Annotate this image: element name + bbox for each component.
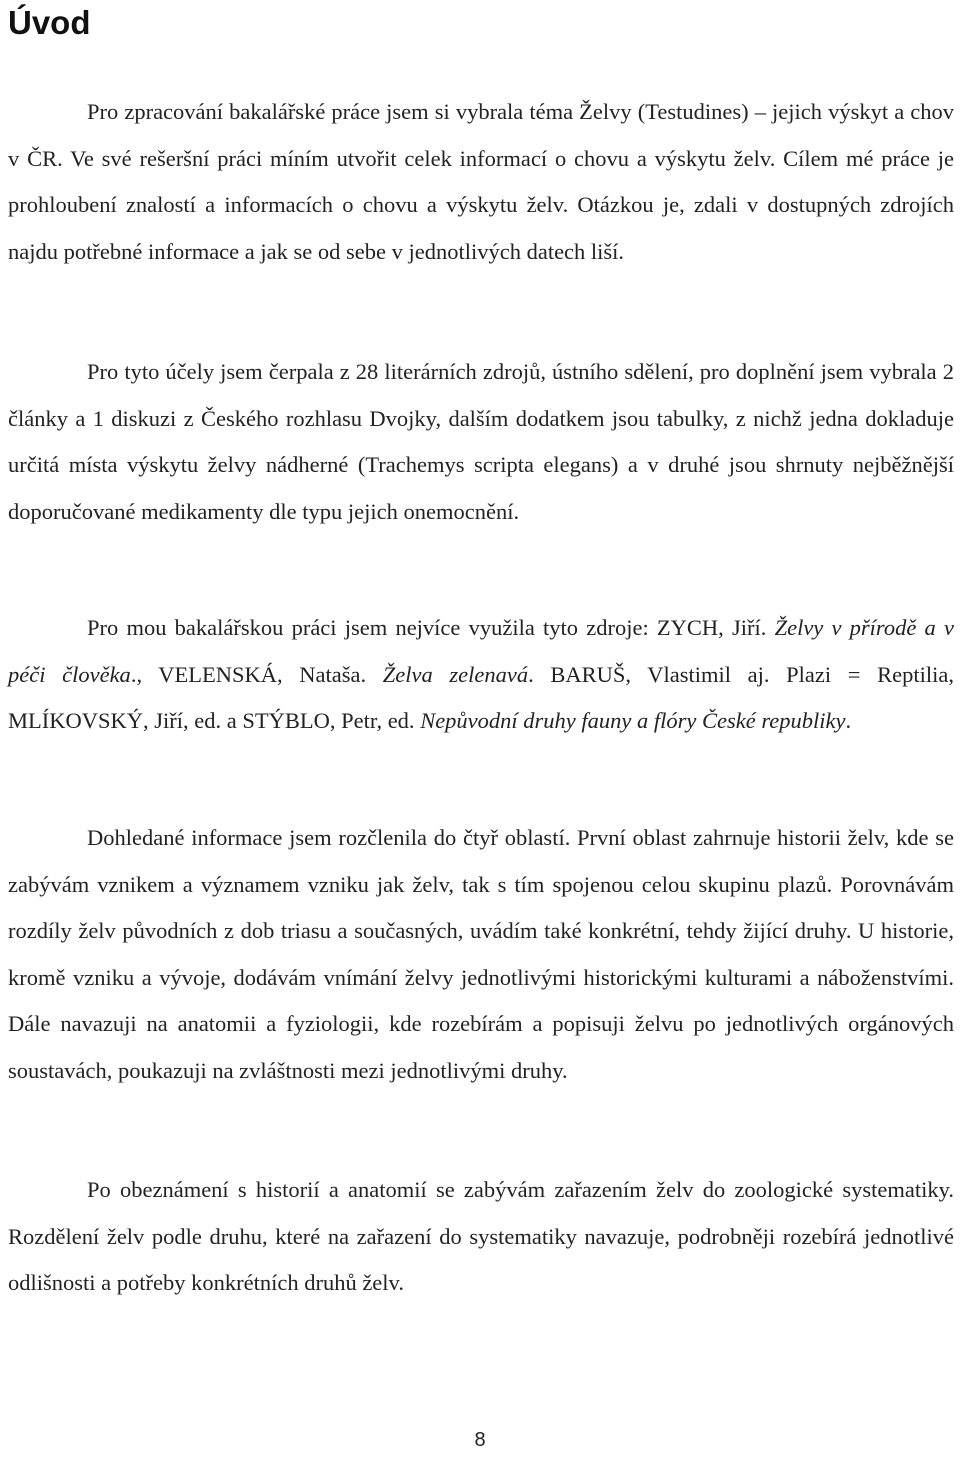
paragraph-systematics <box>8 1167 954 1307</box>
reference-text: . <box>845 708 852 734</box>
paragraph-text: Pro zpracování bakalářské práce jsem si vybrala téma Želvy (Testudines) – jejich výskyt a chov v ČR. Ve své rešeršní práci míním utvořit celek informací o chovu a výskytu želv. Cílem mé práce je prohloubení znalostí a informacích o chovu a výskytu želv. Otázkou je, zdali v dostupných zdrojích najdu potřebné informace a jak se od sebe v jednotlivých datech liší. <box>8 99 954 264</box>
page-title: Úvod <box>8 4 91 41</box>
paragraph-intro <box>8 89 954 275</box>
reference-title: Želva zelenavá <box>382 661 529 687</box>
reference-title: Želvy v přírodě a v péči člověka <box>8 615 954 687</box>
reference-text: Pro mou bakalářskou práci jsem nejvíce využila tyto zdroje: ZYCH, Jiří. <box>87 615 775 640</box>
paragraph-text: Po obeznámení s historií a anatomií se zabývám zařazením želv do zoologické systematiky. Rozdělení želv podle druhu, které na zařazení do systematiky navazuje, podrobněji rozebírá jednotlivé odlišnosti a potřeby konkrétních druhů želv. <box>8 1177 954 1296</box>
paragraph-sources <box>8 349 954 535</box>
reference-text: ., VELENSKÁ, Nataša. <box>130 661 383 687</box>
reference-text: . BARUŠ, Vlastimil aj. Plazi = Reptilia, MLÍKOVSKÝ, Jiří, ed. a STÝBLO, Petr, ed. <box>8 661 954 734</box>
page-number: 8 <box>474 1429 486 1451</box>
paragraph-text: Dohledané informace jsem rozčlenila do čtyř oblastí. První oblast zahrnuje historii želv, kde se zabývám vznikem a významem vzniku jak želv, tak s tím spojenou celou skupinu plazů. Porovnávám rozdíly želv původních z dob triasu a současných, uvádím také konkrétní, tehdy žijící druhy. U historie, kromě vzniku a vývoje, dodávám vnímání želvy jednotlivými historickými kulturami a náboženstvími. Dále navazuji na anatomii a fyziologii, kde rozebírám a popisuji želvu po jednotlivých orgánových soustavách, poukazuji na zvláštnosti mezi jednotlivými druhy. <box>8 825 954 1083</box>
paragraph-structure <box>8 815 954 1095</box>
paragraph-text: Pro tyto účely jsem čerpala z 28 literárních zdrojů, ústního sdělení, pro doplnění jsem vybrala 2 články a 1 diskuzi z Českého rozhlasu Dvojky, dalším dodatkem jsou tabulky, z nichž jedna dokladuje určitá místa výskytu želvy nádherné (Trachemys scripta elegans) a v druhé jsou shrnuty nejběžnější doporučované medikamenty dle typu jejich onemocnění. <box>8 359 954 524</box>
paragraph-main-references <box>8 605 954 745</box>
paragraph-text <box>8 605 954 745</box>
reference-title: Nepůvodní druhy fauny a flóry České republiky <box>420 708 846 734</box>
